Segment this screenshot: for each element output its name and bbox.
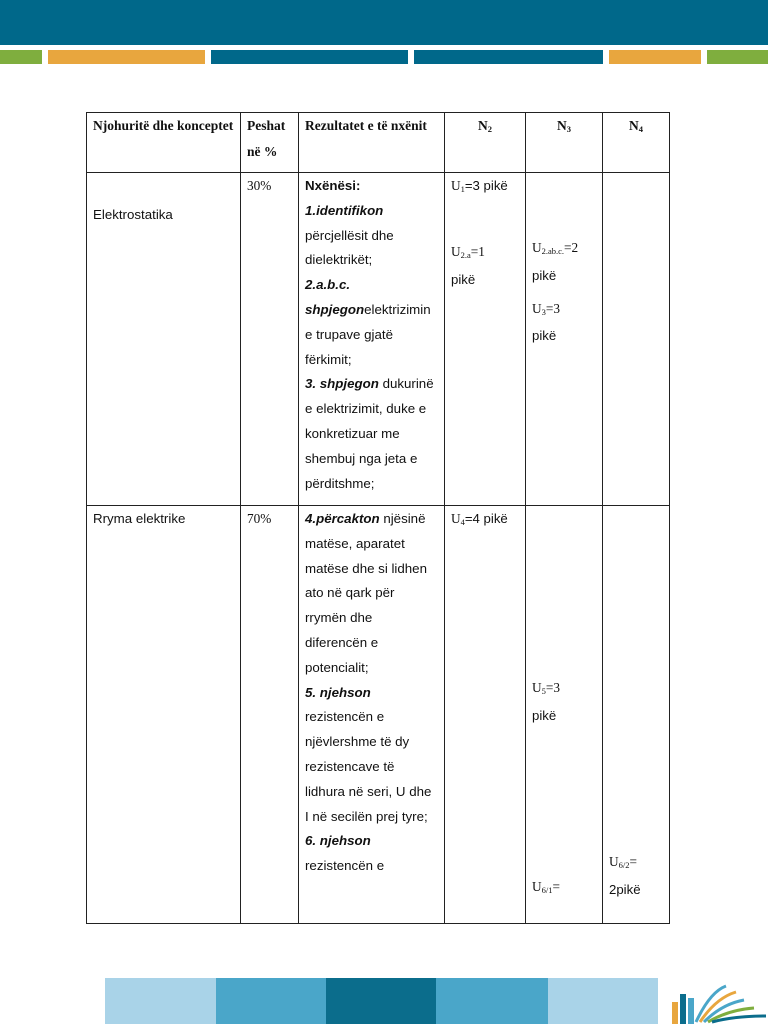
header-accent-3 bbox=[211, 50, 408, 64]
header-accent-4 bbox=[414, 50, 603, 64]
concept-cell: Rryma elektrike bbox=[87, 506, 241, 924]
score-u6-2: $U_{6/2}=$ 2pikë bbox=[609, 854, 641, 897]
score-u4: $U_4=4$ pikë bbox=[451, 511, 508, 527]
header-n2: $N_2$ bbox=[445, 113, 526, 173]
footer-band bbox=[0, 978, 768, 1024]
header-weight: Peshat në % bbox=[241, 113, 299, 173]
results-cell: 4.përcakton njësinë matëse, aparatet matëse dhe si lidhen ato në qark për rrymën dhe diferencën e potencialit; 5. njehson rezistencën e njëvlershme të dy rezistencave të lidhura në seri, U dhe I në secilën prej tyre; 6. njehson rezistencën e bbox=[299, 506, 445, 924]
n3-cell bbox=[526, 173, 603, 506]
header-band bbox=[0, 0, 768, 45]
score-u2abc: $U_{2.ab.c.}=2$ pikë bbox=[532, 240, 579, 283]
footer-block-3 bbox=[326, 978, 436, 1024]
n4-cell bbox=[603, 173, 670, 506]
n2-cell bbox=[445, 506, 526, 924]
n2-cell bbox=[445, 173, 526, 506]
header-n4: $N_4$ bbox=[603, 113, 670, 173]
header-accent-2 bbox=[48, 50, 205, 64]
footer-block-1 bbox=[105, 978, 216, 1024]
header-n3: $N_3$ bbox=[526, 113, 603, 173]
score-u3: $U_3=3$ pikë bbox=[532, 300, 561, 344]
footer-block-5 bbox=[548, 978, 658, 1024]
weight-cell: 70% bbox=[241, 506, 299, 924]
n4-cell bbox=[603, 506, 670, 924]
score-u6-1: $U_{6/1}=$ bbox=[532, 878, 560, 895]
assessment-table bbox=[86, 112, 670, 924]
results-cell: Nxënësi: 1.identifikon përcjellësit dhe dielektrikët; 2.a.b.c. shpjegonelektrizimin e trupave gjatë fërkimit; 3. shpjegon dukurinë e elektrizimit, duke e konkretizuar me shembuj nga jeta e përditshme; bbox=[299, 173, 445, 506]
footer-block-2 bbox=[216, 978, 326, 1024]
footer-block-4 bbox=[436, 978, 548, 1024]
table-row bbox=[87, 506, 670, 924]
header-accent-5 bbox=[609, 50, 701, 64]
header-concepts: Njohuritë dhe konceptet bbox=[87, 113, 241, 173]
publisher-logo-icon bbox=[666, 982, 768, 1024]
table-header-row bbox=[87, 113, 670, 173]
header-accent-1 bbox=[0, 50, 42, 64]
score-u2a: $U_{2.a}=1$ pikë bbox=[451, 243, 485, 287]
score-u1: $U_1=3$ pikë bbox=[451, 178, 508, 194]
header-results: Rezultatet e të nxënit bbox=[299, 113, 445, 173]
header-accent-6 bbox=[707, 50, 768, 64]
weight-cell: 30% bbox=[241, 173, 299, 506]
score-u5: $U_5=3$ pikë bbox=[532, 680, 561, 723]
table-row bbox=[87, 173, 670, 506]
concept-cell: Elektrostatika bbox=[87, 173, 241, 506]
n3-cell bbox=[526, 506, 603, 924]
